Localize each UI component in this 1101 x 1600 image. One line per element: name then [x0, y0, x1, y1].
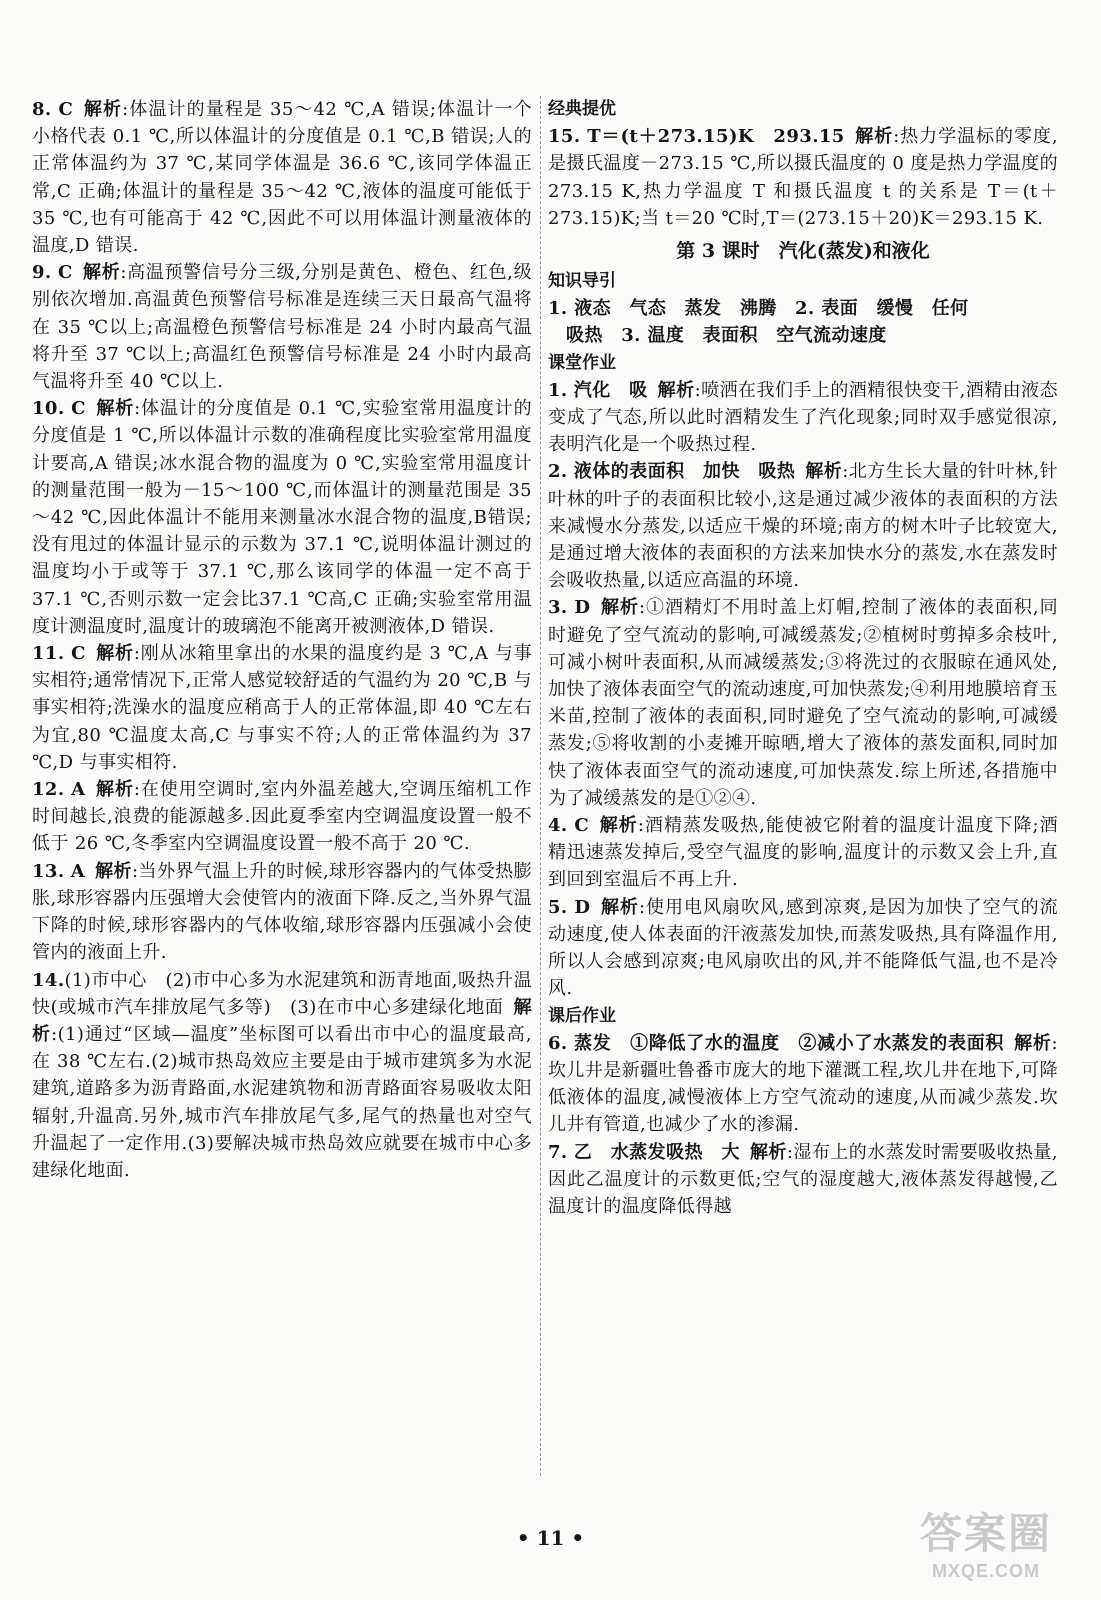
item-number: 11. [32, 643, 65, 665]
answer-item-9 [32, 259, 532, 395]
analysis-text: :高温预警信号分三级,分别是黄色、橙色、红色,级别依次增加.高温黄色预警信号标准是连续三天日最高气温将在 35 ℃以上;高温橙色预警信号标准是 24 小时内最高气温将升至 37 ℃以上;高温红色预警信号标准是 24 小时内最高气温将升至 40 ℃以上. [32, 262, 532, 393]
item-answer: 汽化 吸 [573, 379, 648, 401]
watermark-logo [901, 1501, 1071, 1582]
item-number: 1. [548, 379, 568, 401]
analysis-text: :使用电风扇吹风,感到凉爽,是因为加快了空气的流动速度,使人体表面的汗液蒸发加快,而蒸发吸热,具有降温作用,所以人会感到凉爽;电风扇吹出的风,并不能降低气温,也不是冷风. [548, 896, 1058, 1000]
analysis-label: 解析 [749, 1141, 787, 1163]
column-divider [540, 96, 542, 1476]
item-number: 9. [32, 262, 52, 284]
item-answer: 蒸发 ①降低了水的温度 ②减小了水蒸发的表面积 [574, 1032, 1005, 1054]
item-number: 14. [32, 969, 65, 991]
item-answer: C [71, 643, 86, 665]
analysis-label: 解析 [95, 860, 132, 882]
analysis-text: :坎儿井是新疆吐鲁番市庞大的地下灌溉工程,坎儿井在地下,可降低液体的温度,减慢液体上方空气流动的速度,从而减少蒸发.坎儿井有管道,也减少了水的渗漏. [548, 1032, 1058, 1136]
analysis-text: :热力学温标的零度,是摄氏温度－273.15 ℃,所以摄氏温度的 0 度是热力学温度的 273.15 K,热力学温度 T 和摄氏温度 t 的关系是 T＝(t＋273.15)K;当 t＝20 ℃时,T＝(273.15＋20)K＝293.15 K. [548, 126, 1058, 229]
analysis-label: 解析 [95, 398, 135, 420]
analysis-text: :酒精蒸发吸热,能使被它附着的温度计温度下降;酒精迅速蒸发掉后,受空气温度的影响,温度计的示数又会上升,直到回到室温后不再上升. [548, 815, 1058, 891]
analysis-text: :①酒精灯不用时盖上灯帽,控制了液体的表面积,同时避免了空气流动的影响,可减缓蒸发;②植树时剪掉多余枝叶,可减小树叶表面积,从而减缓蒸发;③将洗过的衣服晾在通风处,加快了液体表面空气的流动速度,可加快蒸发;④利用地膜培育玉米苗,控制了液体的表面积,同时避免了空气流动的影响,可减缓蒸发;⑤将收割的小麦摊开晾晒,增大了液体的蒸发面积,同时加快了液体表面空气的流动速度,可加快蒸发.综上所述,各措施中为了减缓蒸发的是①②④. [548, 597, 1058, 809]
answer-item-r2 [548, 458, 1058, 594]
answer-item-13 [32, 858, 532, 967]
left-column [32, 96, 532, 1184]
section-heading-ketang: 课堂作业 [548, 352, 616, 373]
answer-item-r1 [548, 377, 1058, 459]
item-number: 7. [548, 1141, 568, 1163]
item-number: 5. [548, 896, 568, 918]
item-answer: D [574, 896, 591, 918]
item-answer: T＝(t＋273.15)K 293.15 [587, 126, 845, 148]
answer-item-15 [548, 123, 1058, 232]
item-answer: (1)市中心 (2)市中心多为水泥建筑和沥青地面,吸热升温快(或城市汽车排放尾气多等) (3)在市中心多建绿化地面 [32, 969, 532, 1018]
analysis-text: :湿布上的水蒸发时需要吸收热量,因此乙温度计的示数更低;空气的湿度越大,液体蒸发得越慢,乙温度计的温度降低得越 [548, 1141, 1059, 1217]
analysis-text: :在使用空调时,室内外温差越大,空调压缩机工作时间越长,浪费的能源越多.因此夏季室内空调温度设置一般不低于 26 ℃,冬季室内空调温度设置一般不高于 20 ℃. [32, 779, 532, 855]
analysis-label: 解析 [657, 379, 695, 401]
analysis-label: 解析 [599, 815, 638, 837]
analysis-label: 解析 [95, 779, 134, 801]
answer-item-8 [32, 96, 532, 259]
answer-item-r3 [548, 594, 1058, 812]
answer-item-r6 [548, 1030, 1058, 1139]
item-answer: C [58, 262, 73, 284]
analysis-label: 解析 [95, 643, 134, 665]
analysis-label: 解析 [600, 896, 639, 918]
analysis-label: 解析 [805, 461, 843, 483]
item-number: 6. [548, 1032, 568, 1054]
analysis-text: :当外界气温上升的时候,球形容器内的气体受热膨胀,球形容器内压强增大会使管内的液面下降.反之,当外界气温下降的时候,球形容器内的气体收缩,球形容器内压强减小会使管内的液面上升. [32, 860, 532, 964]
answer-item-r7 [548, 1139, 1058, 1221]
item-number: 8. [32, 99, 52, 120]
analysis-label: 解析 [83, 99, 123, 120]
analysis-text: :体温计的分度值是 0.1 ℃,实验室常用温度计的分度值是 1 ℃,所以体温计示数的准确程度比实验室常用温度计要高,A 错误;冰水混合物的温度为 0 ℃,实验室常用温度计的测量范围一般为－15～100 ℃,而体温计的测量范围是 35～42 ℃,因此体温计不能用来测量冰水混合物的温度,B错误;没有甩过的体温计显示的示数为 37.1 ℃,说明体温计测过的温度均小于或等于 37.1 ℃,那么该同学的体温一定不高于37.1 ℃,否则示数一定会比37.1 ℃高,C 正确;实验室常用温度计测温度时,温度计的玻璃泡不能离开被测液体,D 错误. [32, 398, 532, 637]
answer-item-10 [32, 395, 532, 640]
right-column [548, 96, 1058, 1220]
analysis-text: :喷洒在我们手上的酒精很快变干,酒精由液态变成了气态,所以此时酒精发生了汽化现象;同时双手感觉很凉,表明汽化是一个吸热过程. [548, 379, 1059, 456]
analysis-label: 解析 [600, 597, 639, 619]
item-answer: 液体的表面积 加快 吸热 [573, 461, 796, 483]
analysis-text: :北方生长大量的针叶林,针叶林的叶子的表面积比较小,这是通过减少液体的表面积的方法来减慢水分蒸发,以适应干燥的环境;南方的树木叶子比较宽大,是通过增大液体的表面积的方法来加快水分的蒸发,水在蒸发时会吸收热量,以适应高温的环境. [548, 461, 1058, 592]
page-number: • 11 • [516, 1526, 585, 1550]
section-heading-jingdian: 经典提优 [548, 99, 616, 119]
item-number: 4. [548, 815, 568, 837]
analysis-text: :(1)通过“区域—温度”坐标图可以看出市中心的温度最高,在 38 ℃左右.(2)城市热岛效应主要是由于城市建筑多为水泥建筑,道路多为沥青路面,水泥建筑物和沥青路面容易吸收太阳辐射,升温高.另外,城市汽车排放尾气多,尾气的热量也对空气升温起了一定作用.(3)要解决城市热岛效应就要在城市中心多建绿化地面. [32, 1023, 532, 1181]
item-answer: 乙 水蒸发吸热 大 [573, 1141, 740, 1163]
item-number: 13. [32, 860, 65, 882]
analysis-text: :刚从冰箱里拿出的水果的温度约是 3 ℃,A 与事实相符;通常情况下,正常人感觉较舒适的气温约为 20 ℃,B 与事实相符;洗澡水的温度应稍高于人的正常体温,即 40 ℃左右为宜,80 ℃温度太高,C 与事实不符;人的正常体温约为 37 ℃,D 与事实相符. [32, 643, 533, 773]
section-heading-kehou: 课后作业 [548, 1005, 616, 1026]
analysis-label: 解析 [1014, 1032, 1052, 1054]
knowledge-line-2: 吸热 3. 温度 表面积 空气流动速度 [566, 325, 887, 347]
item-number: 3. [548, 597, 568, 619]
item-number: 15. [548, 126, 581, 148]
analysis-label: 解析 [32, 996, 532, 1045]
item-number: 2. [548, 461, 568, 483]
item-number: 12. [32, 779, 65, 801]
analysis-label: 解析 [854, 126, 894, 148]
lesson-title: 第 3 课时 汽化(蒸发)和液化 [676, 240, 930, 263]
knowledge-line-1: 1. 液态 气态 蒸发 沸腾 2. 表面 缓慢 任何 [548, 298, 969, 320]
answer-item-11 [32, 640, 532, 776]
item-answer: C [71, 398, 86, 420]
answer-item-12 [32, 776, 532, 858]
item-number: 10. [32, 398, 65, 420]
item-answer: A [71, 779, 86, 801]
section-heading-zhishi: 知识导引 [548, 271, 616, 292]
item-answer: A [70, 860, 86, 882]
watermark-title: 答案圈 [919, 1510, 1052, 1557]
analysis-label: 解析 [82, 262, 121, 284]
analysis-text: :体温计的量程是 35～42 ℃,A 错误;体温计一个小格代表 0.1 ℃,所以体温计的分度值是 0.1 ℃,B 错误;人的正常体温约为 37 ℃,某同学体温是 36.6 ℃,该同学体温正常,C 正确;体温计的量程是 35～42 ℃,液体的温度可能低于 35 ℃,也有可能高于 42 ℃,因此不可以用体温计测量液体的温度,D 错误. [32, 99, 532, 257]
answer-item-r5 [548, 894, 1058, 1003]
watermark-url: MXQE.COM [931, 1561, 1040, 1581]
item-answer: C [58, 99, 74, 120]
answer-item-r4 [548, 812, 1058, 894]
item-answer: C [574, 815, 590, 837]
item-answer: D [574, 597, 591, 619]
answer-item-14 [32, 967, 532, 1185]
